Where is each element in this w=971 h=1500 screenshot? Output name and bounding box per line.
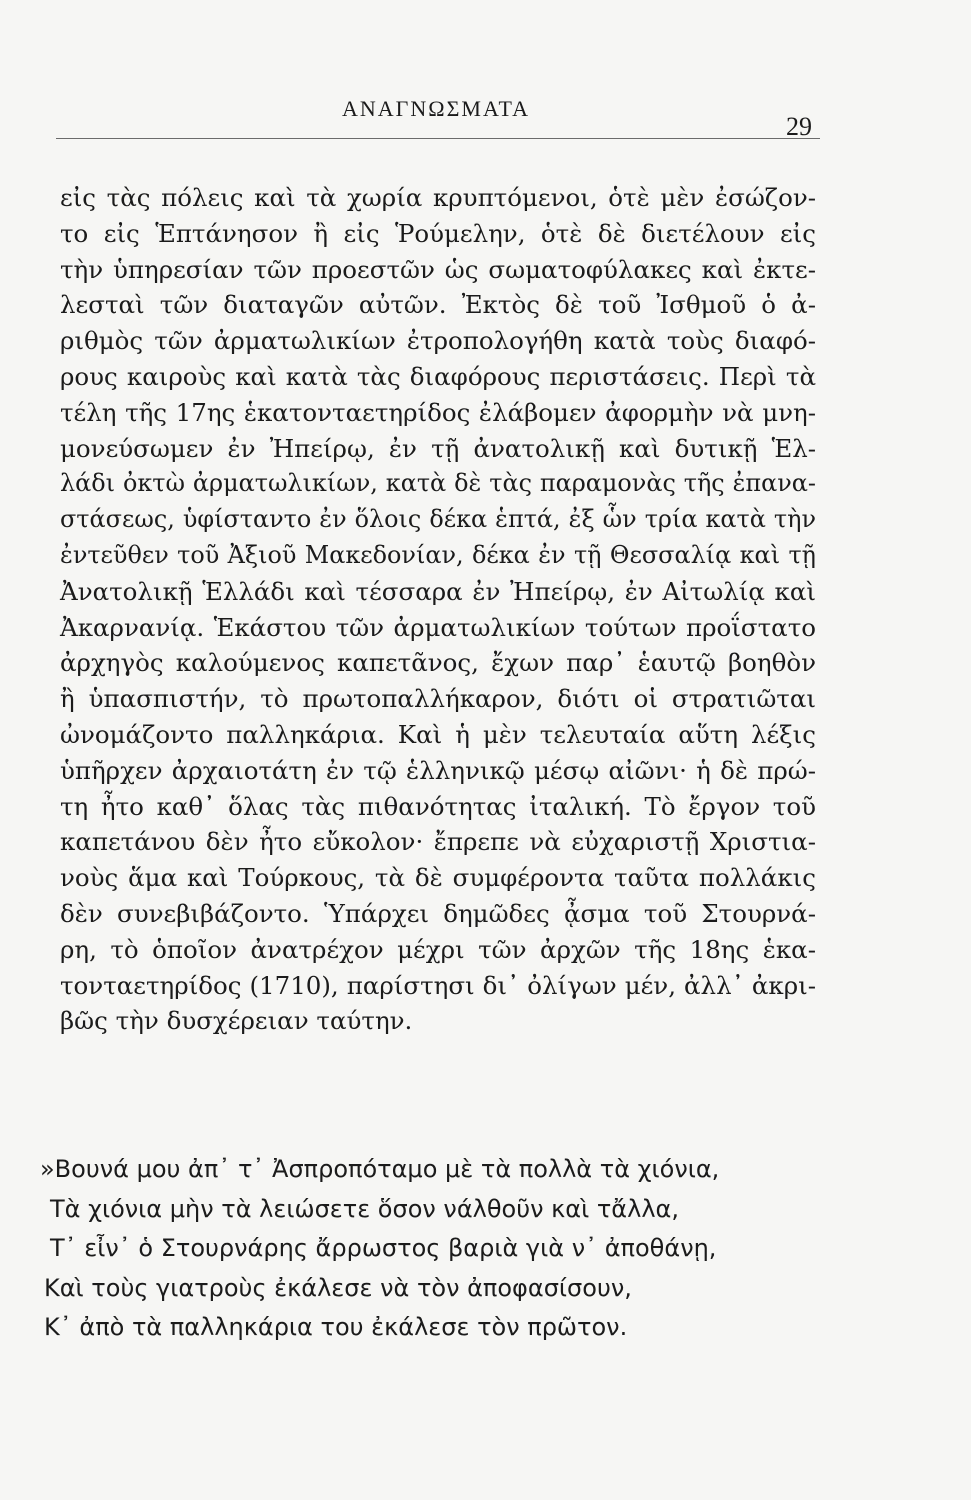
- text-line: Ἀκαρνανίᾳ. Ἑκάστου τῶν ἀρματωλικίων τούτων προΐστατο: [60, 612, 816, 642]
- text-line: ἐντεῦθεν τοῦ Ἀξιοῦ Μακεδονίαν, δέκα ἐν τῇ Θεσσαλίᾳ καὶ τῇ: [60, 540, 816, 569]
- page-header: [52, 96, 820, 140]
- text-line: το εἰς Ἑπτάνησον ἢ εἰς Ῥούμελην, ὁτὲ δὲ διετέλουν εἰς: [60, 218, 816, 248]
- running-title: ΑΝΑΓΝΩΣΜΑΤΑ: [341, 96, 531, 121]
- body-paragraph: [60, 180, 816, 1039]
- text-line: ὠνομάζοντο παλληκάρια. Καὶ ἡ μὲν τελευταία αὕτη λέξις: [60, 719, 816, 749]
- folk-song-verse: [40, 1150, 820, 1348]
- text-line: τη ἦτο καθ᾽ ὅλας τὰς πιθανότητας ἰταλική. Τὸ ἔργον τοῦ: [60, 791, 816, 821]
- text-line: ρους καιροὺς καὶ κατὰ τὰς διαφόρους περιστάσεις. Περὶ τὰ: [60, 361, 816, 391]
- verse-line: Κ᾽ ἀπὸ τὰ παλληκάρια του ἐκάλεσε τὸν πρῶτον.: [44, 1313, 628, 1341]
- text-line: τὴν ὑπηρεσίαν τῶν προεστῶν ὡς σωματοφύλακες καὶ ἐκτε-: [60, 254, 816, 284]
- text-line: νοὺς ἅμα καὶ Τούρκους, τὰ δὲ συμφέροντα ταῦτα πολλάκις: [60, 863, 816, 893]
- text-line: στάσεως, ὑφίσταντο ἐν ὅλοις δέκα ἑπτά, ἐξ ὧν τρία κατὰ τὴν: [60, 505, 816, 534]
- text-line: δὲν συνεβιβάζοντο. Ὑπάρχει δημῶδες ᾆσμα τοῦ Στουρνά-: [60, 898, 816, 928]
- verse-line: Τ᾽ εἶν᾽ ὁ Στουρνάρης ἄρρωστος βαριὰ γιὰ ν᾽ ἀποθάνῃ,: [50, 1234, 717, 1262]
- text-line: Ἀνατολικῇ Ἑλλάδι καὶ τέσσαρα ἐν Ἠπείρῳ, ἐν Αἰτωλίᾳ καὶ: [60, 576, 816, 606]
- verse-line: Τὰ χιόνια μὴν τὰ λειώσετε ὅσον νάλθοῦν καὶ τἄλλα,: [50, 1194, 679, 1223]
- text-line: ἢ ὑπασπιστήν, τὸ πρωτοπαλλήκαρον, διότι οἱ στρατιῶται: [60, 684, 816, 714]
- text-line: λεσταὶ τῶν διαταγῶν αὐτῶν. Ἐκτὸς δὲ τοῦ Ἰσθμοῦ ὁ ἀ-: [60, 290, 816, 320]
- text-line: τονταετηρίδος (1710), παρίστησι δι᾽ ὀλίγων μέν, ἀλλ᾽ ἀκρι-: [60, 970, 816, 1000]
- header-rule: [56, 138, 820, 139]
- text-line: ρη, τὸ ὁποῖον ἀνατρέχον μέχρι τῶν ἀρχῶν τῆς 18ης ἑκα-: [60, 934, 816, 964]
- text-line: τέλη τῆς 17ης ἑκατονταετηρίδος ἐλάβομεν ἀφορμὴν νὰ μνη-: [60, 397, 816, 427]
- text-line: ἀρχηγὸς καλούμενος καπετᾶνος, ἔχων παρ᾽ ἑαυτῷ βοηθὸν: [60, 648, 816, 678]
- text-line: βῶς τὴν δυσχέρειαν ταύτην.: [60, 1006, 413, 1036]
- text-line: ριθμὸς τῶν ἀρματωλικίων ἐτροπολογήθη κατὰ τοὺς διαφό-: [60, 326, 816, 356]
- verse-line: Καὶ τοὺς γιατροὺς ἐκάλεσε νὰ τὸν ἀποφασίσουν,: [44, 1273, 632, 1302]
- page-number: 29: [786, 112, 812, 141]
- text-line: ὑπῆρχεν ἀρχαιοτάτη ἐν τῷ ἑλληνικῷ μέσῳ αἰῶνι· ἡ δὲ πρώ-: [60, 755, 816, 785]
- text-line: εἰς τὰς πόλεις καὶ τὰ χωρία κρυπτόμενοι, ὁτὲ μὲν ἐσώζον-: [60, 183, 816, 212]
- verse-line: »Βουνά μου ἀπ᾽ τ᾽ Ἀσπροπόταμο μὲ τὰ πολλὰ τὰ χιόνια,: [40, 1155, 720, 1183]
- text-line: μονεύσωμεν ἐν Ἠπείρῳ, ἐν τῇ ἀνατολικῇ καὶ δυτικῇ Ἑλ-: [60, 433, 816, 463]
- text-line: καπετάνου δὲν ἦτο εὔκολον· ἔπρεπε νὰ εὐχαριστῇ Χριστια-: [60, 827, 816, 857]
- text-line: λάδι ὀκτὼ ἀρματωλικίων, κατὰ δὲ τὰς παραμονὰς τῆς ἐπανα-: [60, 469, 816, 498]
